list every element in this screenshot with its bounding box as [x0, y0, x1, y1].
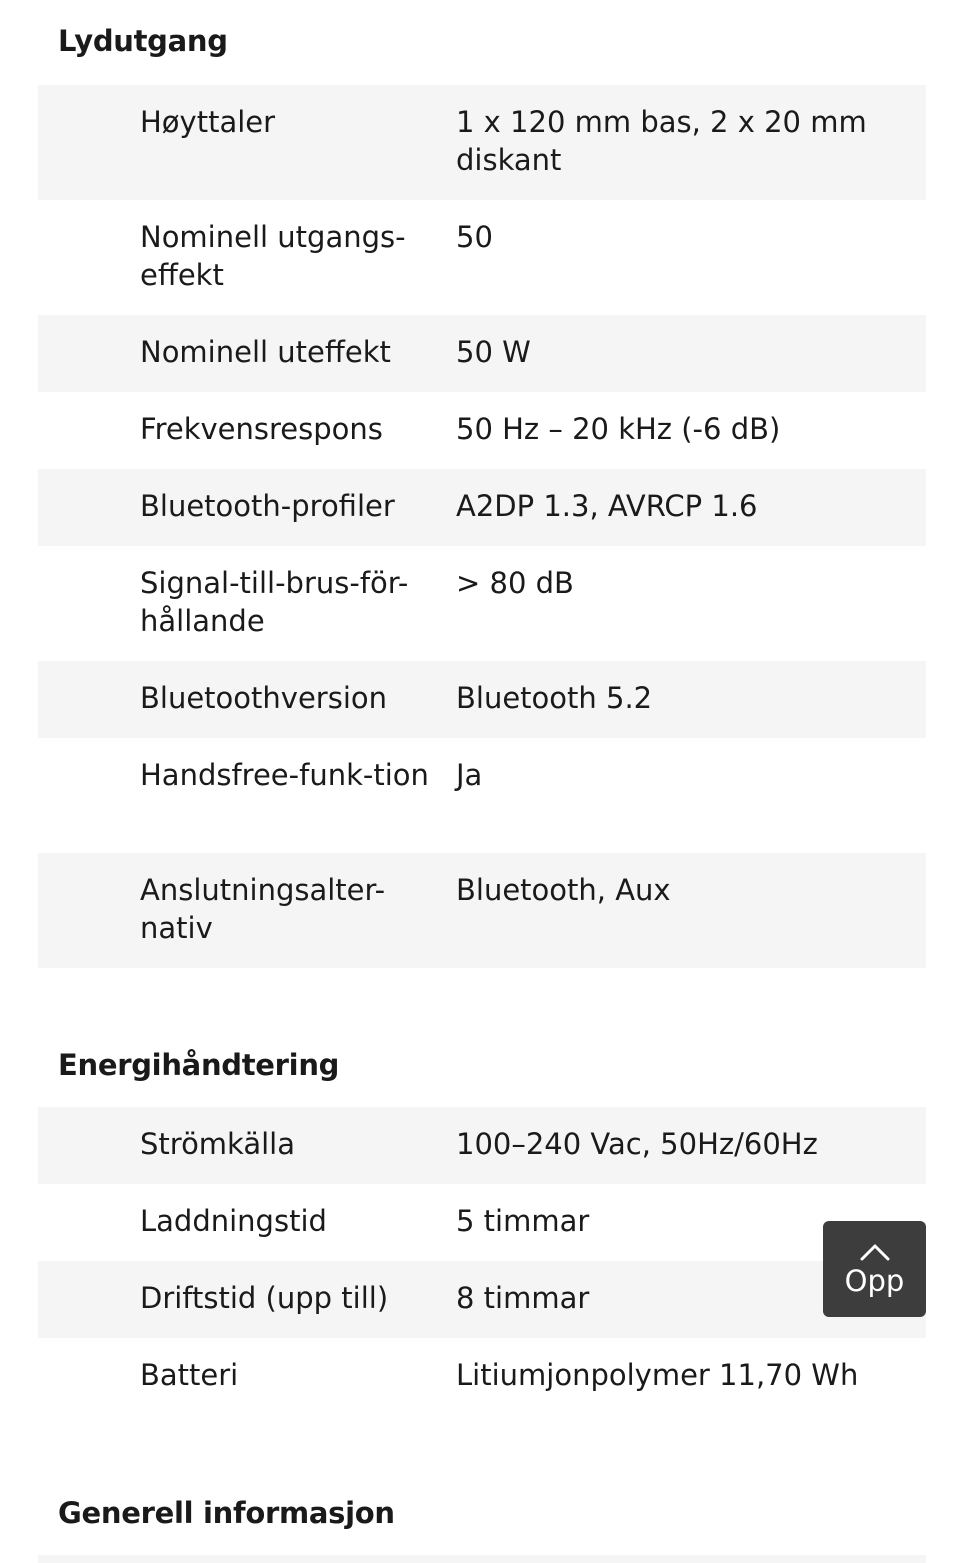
- spec-value: 100–240 Vac, 50Hz/60Hz: [456, 1127, 818, 1161]
- table-row: [38, 853, 926, 968]
- spec-label: Høyttaler: [140, 105, 276, 139]
- table-row: [38, 738, 926, 853]
- spec-label: Laddningstid: [140, 1204, 327, 1238]
- spec-label: Handsfree-funk-tion: [140, 758, 429, 792]
- spec-value: Bluetooth 5.2: [456, 681, 653, 715]
- spec-label: Bluetooth-profiler: [140, 489, 395, 523]
- spec-value: Ja: [456, 758, 483, 792]
- spec-value: 1 x 120 mm bas, 2 x 20 mm diskant: [456, 105, 867, 177]
- spec-label: Anslutningsalter-nativ: [140, 873, 386, 945]
- section-title-lydutgang: Lydutgang: [58, 24, 228, 58]
- table-row: [38, 392, 926, 469]
- spec-value: > 80 dB: [456, 566, 574, 600]
- spec-value: 50: [456, 220, 493, 254]
- spec-table-energihandtering: [38, 1107, 926, 1415]
- table-row: [38, 85, 926, 200]
- spec-table-lydutgang: [38, 85, 926, 968]
- table-row: [38, 546, 926, 661]
- spec-label: Nominell uteffekt: [140, 335, 391, 369]
- spec-value: Bluetooth, Aux: [456, 873, 671, 907]
- chevron-up-icon: [859, 1243, 891, 1261]
- scroll-to-top-button[interactable]: [823, 1221, 926, 1317]
- spec-value: Litiumjonpolymer 11,70 Wh: [456, 1358, 859, 1392]
- section-title-energihandtering: Energihåndtering: [58, 1048, 340, 1082]
- scroll-to-top-label: Opp: [844, 1264, 905, 1298]
- spec-label: Strömkälla: [140, 1127, 295, 1161]
- spec-label: Signal-till-brus-för-hållande: [140, 566, 409, 638]
- spec-value: 50 W: [456, 335, 531, 369]
- spec-label: Driftstid (upp till): [140, 1281, 389, 1315]
- table-row: [38, 1261, 926, 1338]
- table-row: [38, 1184, 926, 1261]
- spec-label: Bluetoothversion: [140, 681, 387, 715]
- spec-value: 50 Hz – 20 kHz (-6 dB): [456, 412, 781, 446]
- section-title-generell-informasjon: Generell informasjon: [58, 1496, 395, 1530]
- table-row: [38, 1107, 926, 1184]
- spec-label: Frekvensrespons: [140, 412, 383, 446]
- table-row: [38, 315, 926, 392]
- table-row: [38, 469, 926, 546]
- table-row: [38, 200, 926, 315]
- spec-label: Batteri: [140, 1358, 239, 1392]
- table-row: [38, 1338, 926, 1415]
- table-row: [38, 661, 926, 738]
- spec-value: A2DP 1.3, AVRCP 1.6: [456, 489, 758, 523]
- spec-value: 5 timmar: [456, 1204, 590, 1238]
- spec-value: 8 timmar: [456, 1281, 590, 1315]
- spec-label: Nominell utgangs-effekt: [140, 220, 406, 292]
- table-row: [38, 1555, 926, 1563]
